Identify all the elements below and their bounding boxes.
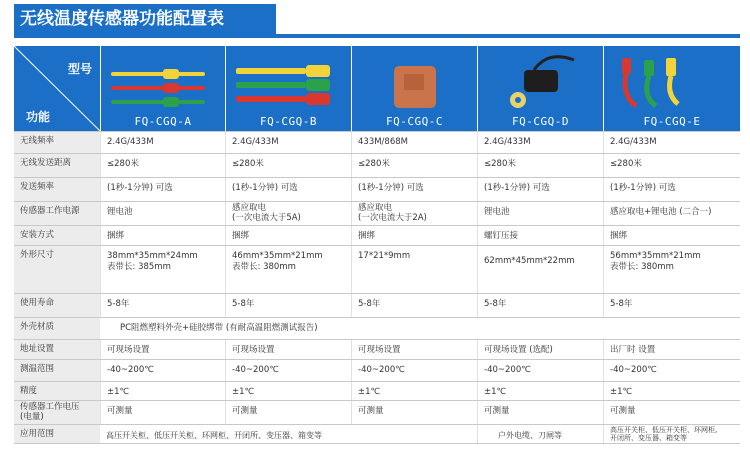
table-cell: ±1℃	[100, 382, 225, 400]
table-cell: (1秒-1分钟) 可选	[225, 178, 351, 201]
column-header-d	[477, 46, 603, 131]
table-row	[14, 381, 740, 400]
table-cell: -40~200℃	[225, 360, 351, 381]
table-cell: 可现场设置	[100, 340, 225, 359]
table-cell: 46mm*35mm*21mm 表带长: 380mm	[225, 246, 351, 293]
row-label: 地址设置	[14, 340, 100, 359]
table-cell: 38mm*35mm*24mm 表带长: 385mm	[100, 246, 225, 293]
table-cell: (1秒-1分钟) 可选	[477, 178, 603, 201]
table-cell: 捆绑	[351, 226, 477, 245]
sensor-b-image	[226, 50, 352, 114]
table-cell: 56mm*35mm*21mm 表带长: 380mm	[603, 246, 740, 293]
table-cell: 感应取电 (一次电流大于2A)	[351, 202, 477, 225]
row-label: 传感器工作电压 (电量)	[14, 401, 100, 424]
model-label: 型号	[67, 62, 92, 76]
table-cell: 捆绑	[225, 226, 351, 245]
table-cell: ±1℃	[477, 382, 603, 400]
column-header-e	[603, 46, 740, 131]
table-cell: -40~200℃	[477, 360, 603, 381]
function-label: 功能	[26, 110, 51, 124]
table-cell: 可现场设置	[225, 340, 351, 359]
table-cell: 可测量	[100, 401, 225, 424]
table-cell: -40~200℃	[100, 360, 225, 381]
table-cell: -40~200℃	[603, 360, 740, 381]
merged-cell: 高压开关柜、低压开关柜、环网柜、开闭所、变压器、箱变等	[106, 431, 322, 440]
table-cell: 可测量	[477, 401, 603, 424]
table-cell: ≤280米	[225, 154, 351, 177]
table-cell: 可现场设置	[351, 340, 477, 359]
table-cell: ±1℃	[225, 382, 351, 400]
row-label: 发送频率	[14, 178, 100, 201]
table-cell: 5-8年	[100, 294, 225, 317]
table-row	[14, 293, 740, 317]
table-row	[14, 424, 740, 444]
table-cell: 2.4G/433M	[100, 132, 225, 153]
table-cell: 62mm*45mm*22mm	[477, 246, 603, 293]
table-row	[14, 359, 740, 381]
table-cell: ≤280米	[477, 154, 603, 177]
table-cell: 5-8年	[477, 294, 603, 317]
column-header-c	[351, 46, 477, 131]
table-cell: 可测量	[603, 401, 740, 424]
table-cell: ≤280米	[351, 154, 477, 177]
table-cell: 2.4G/433M	[603, 132, 740, 153]
column-header-a	[100, 46, 225, 131]
table-row	[14, 245, 740, 293]
row-label: 精度	[14, 382, 100, 400]
sensor-a-image	[101, 50, 226, 114]
row-label: 无线频率	[14, 132, 100, 153]
table-cell: ±1℃	[351, 382, 477, 400]
table-row	[14, 131, 740, 153]
table-cell: 高压开关柜、低压开关柜、环网柜, 开闭所、变压器、箱变等	[603, 425, 740, 443]
table-cell: (1秒-1分钟) 可选	[603, 178, 740, 201]
column-header-b	[225, 46, 351, 131]
page-title: 无线温度传感器功能配置表	[14, 4, 276, 34]
table-row	[14, 339, 740, 359]
table-row	[14, 317, 740, 339]
model-a-name: FQ-CGQ-A	[134, 115, 192, 128]
table-cell: ±1℃	[603, 382, 740, 400]
table-cell: 可测量	[225, 401, 351, 424]
model-b-name: FQ-CGQ-B	[260, 115, 317, 128]
table-cell: 锂电池	[100, 202, 225, 225]
sensor-d-image	[478, 50, 604, 114]
table-row	[14, 153, 740, 177]
row-label: 测温范围	[14, 360, 100, 381]
row-label: 外壳材质	[14, 318, 100, 339]
sensor-c-image	[352, 50, 478, 114]
table-cell: 433M/868M	[351, 132, 477, 153]
table-cell: 感应取电+锂电池 (二合一)	[603, 202, 740, 225]
row-label: 使用寿命	[14, 294, 100, 317]
table-cell: 5-8年	[603, 294, 740, 317]
table-cell: ≤280米	[100, 154, 225, 177]
table-cell: (1秒-1分钟) 可选	[351, 178, 477, 201]
table-row	[14, 225, 740, 245]
table-cell: 可测量	[351, 401, 477, 424]
table-cell: 5-8年	[225, 294, 351, 317]
config-table	[14, 46, 740, 444]
table-cell: 螺钉压接	[477, 226, 603, 245]
table-row	[14, 177, 740, 201]
table-cell: 捆绑	[603, 226, 740, 245]
table-cell: 出厂时 设置	[603, 340, 740, 359]
table-cell: 感应取电 (一次电流大于5A)	[225, 202, 351, 225]
model-c-name: FQ-CGQ-C	[386, 115, 443, 128]
table-cell: (1秒-1分钟) 可选	[100, 178, 225, 201]
table-cell: 锂电池	[477, 202, 603, 225]
table-row	[14, 201, 740, 225]
table-cell: ≤280米	[603, 154, 740, 177]
model-e-name: FQ-CGQ-E	[643, 115, 701, 128]
table-cell: 2.4G/433M	[225, 132, 351, 153]
merged-cell: PC阻燃塑料外壳+硅胶绑带 (有耐高温阻燃测试报告)	[120, 323, 318, 333]
row-label: 应用范围	[14, 425, 100, 443]
row-label: 无线发送距离	[14, 154, 100, 177]
model-d-name: FQ-CGQ-D	[512, 115, 569, 128]
table-cell: 5-8年	[351, 294, 477, 317]
table-cell: 捆绑	[100, 226, 225, 245]
header-corner	[14, 46, 100, 131]
table-cell: 可现场设置 (选配)	[477, 340, 603, 359]
table-cell: 17*21*9mm	[351, 246, 477, 293]
row-label: 传感器工作电源	[14, 202, 100, 225]
table-cell: 2.4G/433M	[477, 132, 603, 153]
table-row	[14, 400, 740, 424]
table-cell: 户外电缆、刀闸等	[477, 425, 603, 443]
title-underline	[14, 34, 740, 38]
table-cell: -40~200℃	[351, 360, 477, 381]
row-label: 安装方式	[14, 226, 100, 245]
row-label: 外形尺寸	[14, 246, 100, 293]
sensor-e-image	[604, 50, 741, 114]
